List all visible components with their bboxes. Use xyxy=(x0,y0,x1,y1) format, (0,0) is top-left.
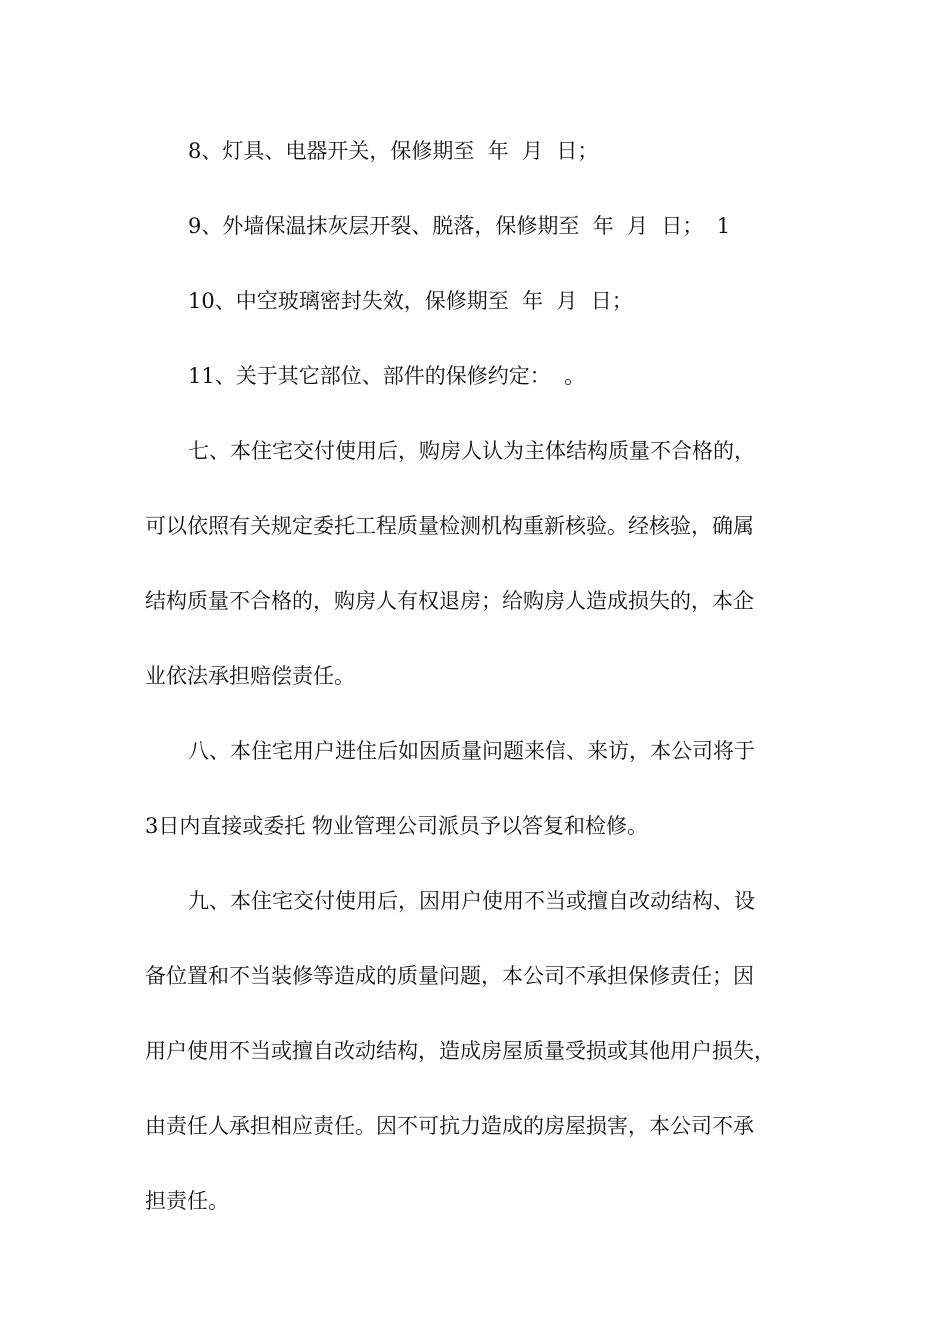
clause-9-line-2: 备位置和不当装修等造成的质量问题，本公司不承担保修责任；因 xyxy=(145,964,754,988)
clause-7-line-3: 结构质量不合格的，购房人有权退房；给购房人造成损失的，本企 xyxy=(145,589,754,613)
clause-9-line-5: 担责任。 xyxy=(145,1189,229,1213)
clause-9-line-3: 用户使用不当或擅自改动结构，造成房屋质量受损或其他用户损失， xyxy=(145,1039,775,1063)
warranty-item-10: 10、中空玻璃密封失效，保修期至 年 月 日； xyxy=(188,289,633,313)
clause-8-line-1: 八、本住宅用户进住后如因质量问题来信、来访，本公司将于 xyxy=(188,739,755,763)
warranty-item-9: 9、外墙保温抹灰层开裂、脱落，保修期至 年 月 日； 1 xyxy=(188,214,731,238)
clause-7-line-4: 业依法承担赔偿责任。 xyxy=(145,664,355,688)
clause-9-line-4: 由责任人承担相应责任。因不可抗力造成的房屋损害，本公司不承 xyxy=(145,1114,754,1138)
clause-8-line-2: 3日内直接或委托 物业管理公司派员予以答复和检修。 xyxy=(145,814,649,838)
clause-7-line-2: 可以依照有关规定委托工程质量检测机构重新核验。经核验，确属 xyxy=(145,514,754,538)
clause-9-line-1: 九、本住宅交付使用后，因用户使用不当或擅自改动结构、设 xyxy=(188,889,755,913)
warranty-item-11: 11、关于其它部位、部件的保修约定： 。 xyxy=(188,364,586,388)
clause-7-line-1: 七、本住宅交付使用后，购房人认为主体结构质量不合格的， xyxy=(188,439,755,463)
warranty-item-8: 8、灯具、电器开关，保修期至 年 月 日； xyxy=(188,139,599,163)
